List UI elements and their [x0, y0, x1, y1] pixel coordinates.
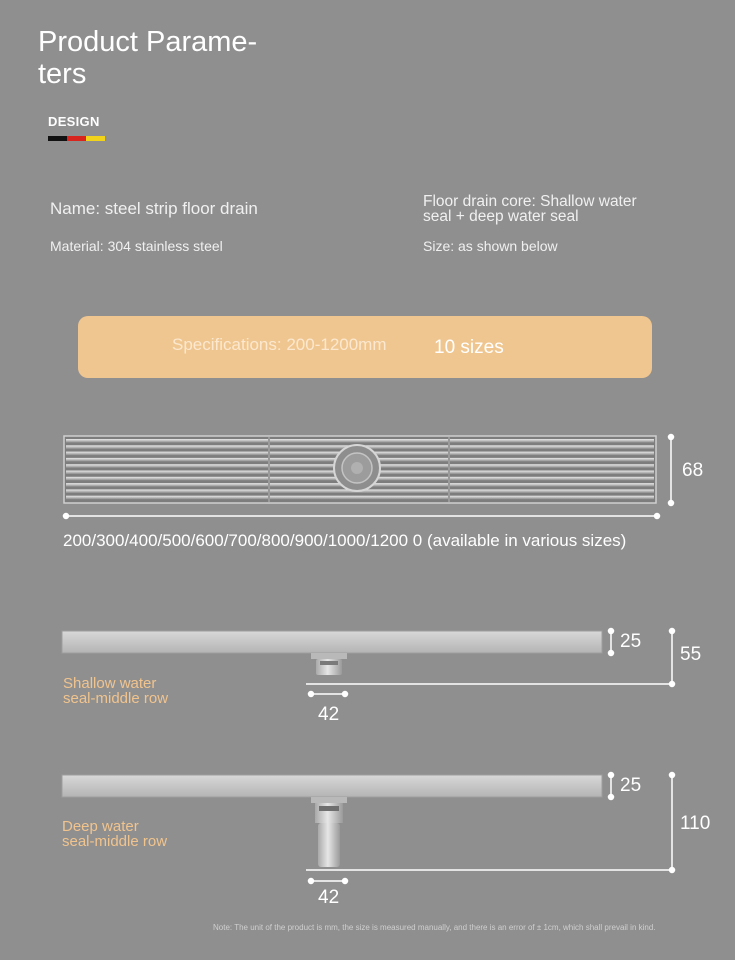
footnote: Note: The unit of the product is mm, the size is measured manually, and there is an error of ± 1cm, which shall prevail in kind. [213, 923, 656, 932]
drain-slat [66, 439, 654, 443]
deep-cw-dot-left [309, 879, 314, 884]
deep-bar [62, 775, 602, 797]
length-dim-dot-right [655, 514, 660, 519]
deep-label-line-1: Deep water [62, 818, 139, 835]
param-size: Size: as shown below [423, 238, 558, 254]
height-dim-dot-top [669, 435, 674, 440]
shallow-seal-label [63, 676, 168, 706]
available-sizes-text: 200/300/400/500/600/700/800/900/1000/1200 0 (available in various sizes) [63, 531, 627, 550]
shallow-label-line-2: seal-middle row [63, 690, 169, 707]
deep-label-line-2: seal-middle row [62, 833, 168, 850]
top-view-height-label: 68 [682, 460, 704, 481]
deep-seal-label [62, 819, 167, 849]
title-line-1: Product Parame- [38, 26, 258, 58]
deep-h-dot-top [670, 773, 675, 778]
shallow-core-flange [311, 653, 347, 659]
slat-divider-right [448, 437, 450, 502]
deep-core-width-label: 42 [318, 887, 340, 908]
shallow-h-dot-top [670, 629, 675, 634]
shallow-height-label: 55 [680, 644, 702, 665]
drain-slat [66, 496, 654, 500]
deep-height-label: 110 [680, 813, 711, 834]
shallow-core-width-label: 42 [318, 704, 340, 725]
slat-divider-left [268, 437, 270, 502]
deep-core-lower [318, 823, 340, 867]
param-core-line-1: Floor drain core: Shallow water [423, 193, 637, 210]
shallow-bar [62, 631, 602, 653]
shallow-seal-side-view [62, 631, 602, 675]
deep-cw-dot-right [343, 879, 348, 884]
param-core-line-2: seal + deep water seal [423, 208, 579, 225]
param-material: Material: 304 stainless steel [50, 238, 223, 254]
deep-thk-dot-top [609, 773, 614, 778]
drain-core-center [351, 462, 363, 474]
shallow-thk-dot-top [609, 629, 614, 634]
shallow-cw-dot-left [309, 692, 314, 697]
design-label: DESIGN [48, 114, 100, 129]
specifications-text: Specifications: 200-1200mm [172, 335, 387, 354]
param-name: Name: steel strip floor drain [50, 199, 258, 218]
shallow-thickness-label: 25 [620, 631, 642, 652]
shallow-core-slot [320, 661, 338, 665]
deep-thk-dot-bottom [609, 795, 614, 800]
top-view-drain [64, 436, 656, 503]
shallow-thk-dot-bottom [609, 651, 614, 656]
deep-core-slot [319, 806, 339, 811]
deep-thickness-label: 25 [620, 775, 642, 796]
sizes-count: 10 sizes [434, 337, 504, 358]
height-dim-dot-bottom [669, 501, 674, 506]
length-dim-dot-left [64, 514, 69, 519]
title-line-2: ters [38, 58, 87, 90]
shallow-label-line-1: Shallow water [63, 675, 157, 692]
deep-core-flange [311, 797, 347, 803]
shallow-cw-dot-right [343, 692, 348, 697]
